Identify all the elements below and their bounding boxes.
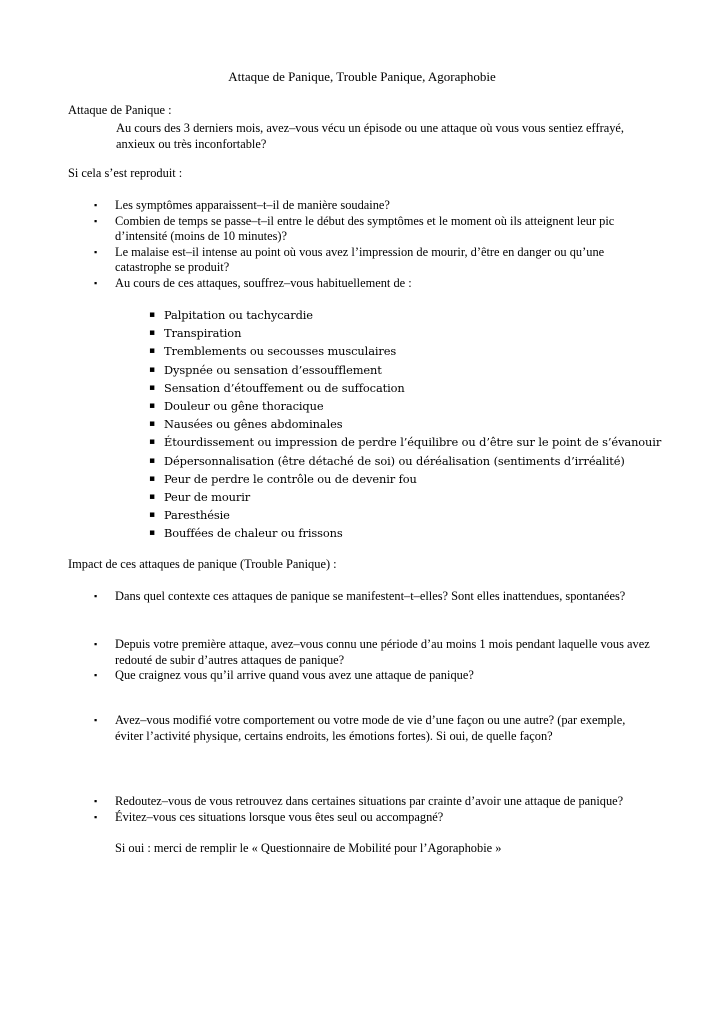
section-attaque-question: Au cours des 3 derniers mois, avez–vous vécu un épisode ou une attaque où vous vous sentiez effrayé, anxieux ou très inconfortable? (116, 121, 624, 151)
impact-list-1 (94, 589, 654, 605)
list-item: ▪ Depuis votre première attaque, avez–vous connu une période d’au moins 1 mois pendant laquelle vous avez redouté de subir d’autres attaques de panique? (94, 637, 654, 668)
symptom-item: ▪ Dépersonnalisation (être détaché de soi) ou déréalisation (sentiments d’irréalité) (149, 454, 669, 472)
list-item: ▪ Évitez–vous ces situations lorsque vous êtes seul ou accompagné? (94, 810, 654, 826)
symptom-item: ▪ Tremblements ou secousses musculaires (149, 344, 669, 362)
symptom-list (149, 308, 669, 544)
symptom-item: ▪ Paresthésie (149, 508, 669, 526)
symptom-item: ▪ Peur de perdre le contrôle ou de devenir fou (149, 472, 669, 490)
list-item: ▪ Le malaise est–il intense au point où vous avez l’impression de mourir, d’être en danger ou qu’une catastrophe se produit? (94, 245, 654, 276)
list-item: ▪ Avez–vous modifié votre comportement ou votre mode de vie d’une façon ou une autre? (par exemple, éviter l’activité physique, certains endroits, les émotions fortes). Si oui, de quelle façon? (94, 713, 654, 744)
section-attaque-heading: Attaque de Panique : (68, 103, 172, 117)
section-reproduit-heading: Si cela s’est reproduit : (68, 166, 183, 180)
document-title: Attaque de Panique, Trouble Panique, Agoraphobie (228, 69, 496, 84)
symptom-item: ▪ Sensation d’étouffement ou de suffocation (149, 381, 669, 399)
symptom-item: ▪ Peur de mourir (149, 490, 669, 508)
list-item: ▪ Au cours de ces attaques, souffrez–vous habituellement de : (94, 276, 654, 292)
list-item: ▪ Combien de temps se passe–t–il entre le début des symptômes et le moment où ils atteignent leur pic d’intensité (moins de 10 minutes)? (94, 214, 654, 245)
symptom-item: ▪ Nausées ou gênes abdominales (149, 417, 669, 435)
list-item: ▪ Que craignez vous qu’il arrive quand vous avez une attaque de panique? (94, 668, 654, 684)
symptom-item: ▪ Palpitation ou tachycardie (149, 308, 669, 326)
agoraphobie-followup: Si oui : merci de remplir le « Questionnaire de Mobilité pour l’Agoraphobie » (115, 841, 502, 855)
reproduit-question-list (94, 198, 654, 292)
symptom-item: ▪ Étourdissement ou impression de perdre l’équilibre ou d’être sur le point de s’évanouir (149, 435, 669, 453)
symptom-item: ▪ Douleur ou gêne thoracique (149, 399, 669, 417)
list-item: ▪ Dans quel contexte ces attaques de panique se manifestent–t–elles? Sont elles inattendues, spontanées? (94, 589, 654, 605)
list-item: ▪ Redoutez–vous de vous retrouvez dans certaines situations par crainte d’avoir une attaque de panique? (94, 794, 654, 810)
symptom-item: ▪ Dyspnée ou sensation d’essoufflement (149, 363, 669, 381)
impact-list-2 (94, 637, 654, 684)
impact-list-4 (94, 794, 654, 825)
list-item: ▪ Les symptômes apparaissent–t–il de manière soudaine? (94, 198, 654, 214)
symptom-item: ▪ Bouffées de chaleur ou frissons (149, 526, 669, 544)
symptom-item: ▪ Transpiration (149, 326, 669, 344)
section-impact-heading: Impact de ces attaques de panique (Trouble Panique) : (68, 557, 337, 571)
impact-list-3 (94, 713, 654, 744)
